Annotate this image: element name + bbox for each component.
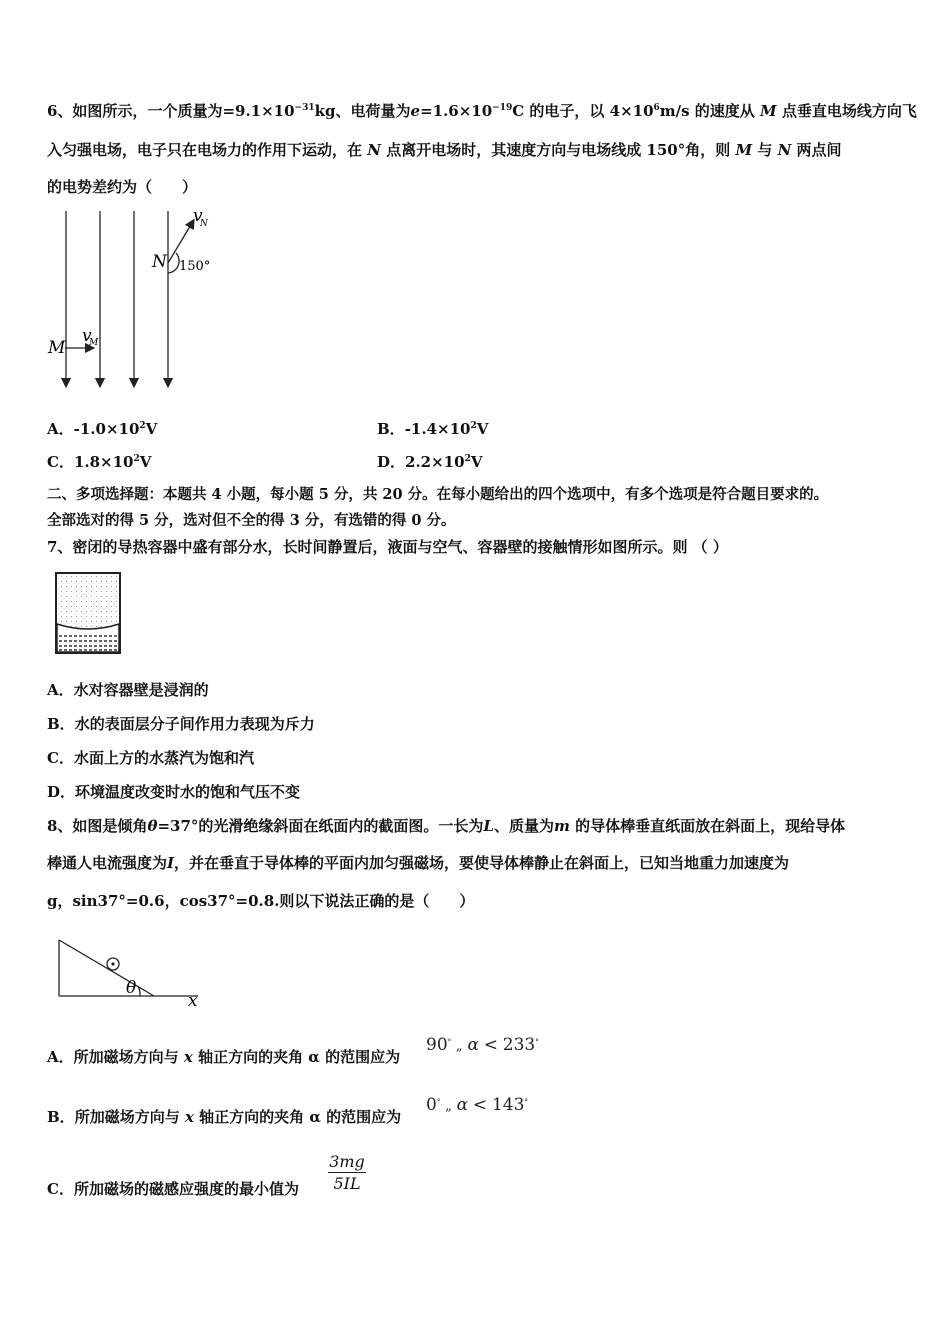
q6-option-a[interactable]: A．$-1.0\times 10^2V$	[47, 420, 158, 438]
q7-option-d[interactable]: D．环境温度改变时水的饱和气压不变	[47, 783, 301, 801]
q8-option-a[interactable]: A．所加磁场方向与 x 轴正方向的夹角 α 的范围应为	[47, 1048, 401, 1066]
fraction-numerator: 3mg	[329, 1152, 365, 1171]
q8-option-c-fraction	[328, 1152, 366, 1193]
label-vM: v	[82, 326, 92, 346]
label-M: M	[48, 338, 66, 358]
q7-container-figure	[50, 570, 130, 658]
q6-stem-line2: 入匀强电场，电子只在电场力的作用下运动，在 N 点离开电场时，其速度方向与电场线成 150°角，则 M 与 N 两点间	[47, 141, 842, 159]
label-angle: 150°	[179, 259, 211, 274]
label-vN: v	[193, 206, 203, 226]
q8-incline-figure	[50, 930, 210, 1010]
q8-option-b-range-formula: 0° „ α < 143°	[426, 1095, 528, 1115]
velocity-vN-arrow	[168, 223, 192, 263]
label-x: x	[188, 991, 198, 1010]
q6-option-b[interactable]: B．$-1.4\times 10^2V$	[377, 420, 489, 438]
incline-slope	[59, 940, 154, 996]
q6-stem-line1: 6、如图所示，一个质量为$=9.1\times 10^{-31}kg$、电荷量为$e=1.6\times 10^{-19}C$ 的电子，以 $4\times 10^6m/s$ 的速度从 M 点垂直电场线方向飞	[47, 102, 917, 120]
label-vM-sub: M	[89, 338, 99, 348]
q7-stem: 7、密闭的导热容器中盛有部分水，长时间静置后，液面与空气、容器壁的接触情形如图所示。则 （ ）	[47, 538, 728, 556]
section2-header-line2: 全部选对的得 5 分，选对但不全的得 3 分，有选错的得 0 分。	[47, 512, 456, 529]
label-vN-sub: N	[200, 219, 208, 229]
q6-option-c[interactable]: C．$1.8\times 10^2V$	[47, 453, 152, 471]
q8-option-a-range-formula: 90° „ α < 233°	[426, 1035, 539, 1055]
q7-option-b[interactable]: B．水的表面层分子间作用力表现为斥力	[47, 715, 315, 733]
q6-stem-line3: 的电势差约为（ ）	[47, 178, 198, 196]
q6-electric-field-figure	[40, 205, 230, 395]
q6-option-d[interactable]: D．$2.2\times 10^2V$	[377, 453, 483, 471]
q8-stem-line1: 8、如图是倾角θ=37°的光滑绝缘斜面在纸面内的截面图。一长为L、质量为m 的导体棒垂直纸面放在斜面上，现给导体	[47, 817, 846, 835]
q8-stem-line2: 棒通人电流强度为I，并在垂直于导体棒的平面内加匀强磁场，要使导体棒静止在斜面上，已知当地重力加速度为	[47, 854, 790, 872]
fraction-denominator: 5IL	[333, 1174, 361, 1193]
angle-arc	[168, 253, 179, 273]
q8-option-b[interactable]: B．所加磁场方向与 x 轴正方向的夹角 α 的范围应为	[47, 1108, 402, 1126]
q7-option-a[interactable]: A．水对容器壁是浸润的	[47, 681, 209, 699]
q7-option-c[interactable]: C．水面上方的水蒸汽为饱和汽	[47, 749, 254, 767]
section2-header-line1: 二、多项选择题：本题共 4 小题，每小题 5 分，共 20 分。在每小题给出的四个选项中，有多个选项是符合题目要求的。	[47, 486, 829, 503]
label-N: N	[152, 252, 167, 272]
q8-option-c[interactable]: C．所加磁场的磁感应强度的最小值为	[47, 1180, 299, 1198]
label-theta: θ	[126, 978, 137, 998]
q8-stem-line3: g，sin37°=0.6，cos37°=0.8.则以下说法正确的是（ ）	[47, 892, 475, 910]
